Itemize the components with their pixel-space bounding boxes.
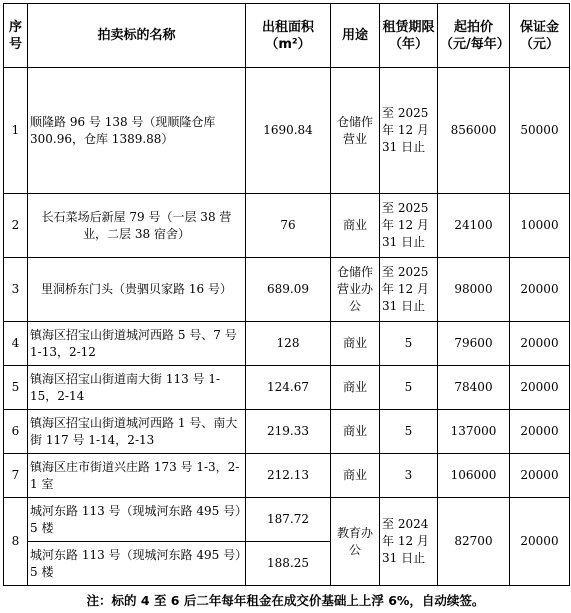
cell-area: 187.72: [246, 498, 331, 542]
header-deposit: 保证金（元）: [510, 4, 570, 68]
table-row: [4, 454, 570, 498]
cell-use: 商业: [331, 454, 380, 498]
cell-seq: 7: [4, 454, 28, 498]
cell-name: 顺隆路 96 号 138 号（现顺隆仓库 300.96，仓库 1389.88）: [28, 68, 246, 194]
footnote: 注：标的 4 至 6 后二年每年租金在成交价基础上上浮 6%，自动续签。: [86, 593, 485, 608]
header-name: 拍卖标的名称: [28, 4, 246, 68]
cell-seq: 1: [4, 68, 28, 194]
cell-use: 教育办公: [331, 498, 380, 586]
cell-name: 镇海区招宝山街道南大街 113 号 1-15，2-14: [28, 366, 246, 410]
cell-use: 商业: [331, 322, 380, 366]
cell-term: 3: [380, 454, 438, 498]
cell-seq: 5: [4, 366, 28, 410]
cell-area: 212.13: [246, 454, 331, 498]
table-row: [4, 366, 570, 410]
cell-area: 188.25: [246, 542, 331, 586]
cell-deposit: 20000: [510, 258, 570, 322]
cell-seq: 4: [4, 322, 28, 366]
cell-seq: 2: [4, 194, 28, 258]
cell-name: 城河东路 113 号（现城河东路 495 号）5 楼: [28, 542, 246, 586]
cell-name: 长石菜场后新屋 79 号（一层 38 营业，二层 38 宿舍）: [28, 194, 246, 258]
cell-term: 5: [380, 410, 438, 454]
cell-deposit: 20000: [510, 322, 570, 366]
header-start-price: 起拍价（元/每年）: [438, 4, 510, 68]
cell-price: 137000: [438, 410, 510, 454]
cell-use: 仓储作营业: [331, 68, 380, 194]
table-row: [4, 410, 570, 454]
cell-deposit: 50000: [510, 68, 570, 194]
cell-seq: 3: [4, 258, 28, 322]
cell-term: 至 2024 年 12 月 31 日止: [380, 498, 438, 586]
cell-use: 商业: [331, 410, 380, 454]
cell-term: 5: [380, 366, 438, 410]
cell-term: 至 2025 年 12 月 31 日止: [380, 258, 438, 322]
cell-deposit: 20000: [510, 366, 570, 410]
table-row: [4, 68, 570, 194]
cell-area: 124.67: [246, 366, 331, 410]
table-row: [4, 194, 570, 258]
cell-name: 里洞桥东门头（贵驷贝家路 16 号）: [28, 258, 246, 322]
cell-area: 1690.84: [246, 68, 331, 194]
auction-table: [3, 3, 570, 586]
cell-name: 镇海区招宝山街道城河西路 1 号、南大街 117 号 1-14，2-13: [28, 410, 246, 454]
cell-seq: 6: [4, 410, 28, 454]
cell-use: 商业: [331, 366, 380, 410]
cell-name: 镇海区庄市街道兴庄路 173 号 1-3，2-1 室: [28, 454, 246, 498]
cell-price: 79600: [438, 322, 510, 366]
cell-area: 219.33: [246, 410, 331, 454]
header-area: 出租面积（m²）: [246, 4, 331, 68]
table-row: [4, 322, 570, 366]
header-row: [4, 4, 570, 68]
cell-use: 仓储作营业办公: [331, 258, 380, 322]
cell-name: 镇海区招宝山街道城河西路 5 号、7 号 1-13，2-12: [28, 322, 246, 366]
cell-name: 城河东路 113 号（现城河东路 495 号）5 楼: [28, 498, 246, 542]
cell-price: 106000: [438, 454, 510, 498]
cell-deposit: 20000: [510, 454, 570, 498]
cell-deposit: 20000: [510, 410, 570, 454]
cell-area: 128: [246, 322, 331, 366]
cell-term: 5: [380, 322, 438, 366]
cell-price: 98000: [438, 258, 510, 322]
cell-price: 24100: [438, 194, 510, 258]
cell-price: 78400: [438, 366, 510, 410]
cell-deposit: 20000: [510, 498, 570, 586]
cell-price: 856000: [438, 68, 510, 194]
table-row: [4, 498, 570, 542]
cell-area: 76: [246, 194, 331, 258]
header-term: 租赁期限（年）: [380, 4, 438, 68]
cell-area: 689.09: [246, 258, 331, 322]
cell-price: 82700: [438, 498, 510, 586]
cell-deposit: 10000: [510, 194, 570, 258]
cell-seq: 8: [4, 498, 28, 586]
cell-term: 至 2025 年 12 月 31 日止: [380, 68, 438, 194]
cell-term: 至 2025 年 12 月 31 日止: [380, 194, 438, 258]
header-seq: 序号: [4, 4, 28, 68]
table-row: [4, 258, 570, 322]
auction-table-container: [3, 3, 569, 586]
cell-use: 商业: [331, 194, 380, 258]
header-use: 用途: [331, 4, 380, 68]
